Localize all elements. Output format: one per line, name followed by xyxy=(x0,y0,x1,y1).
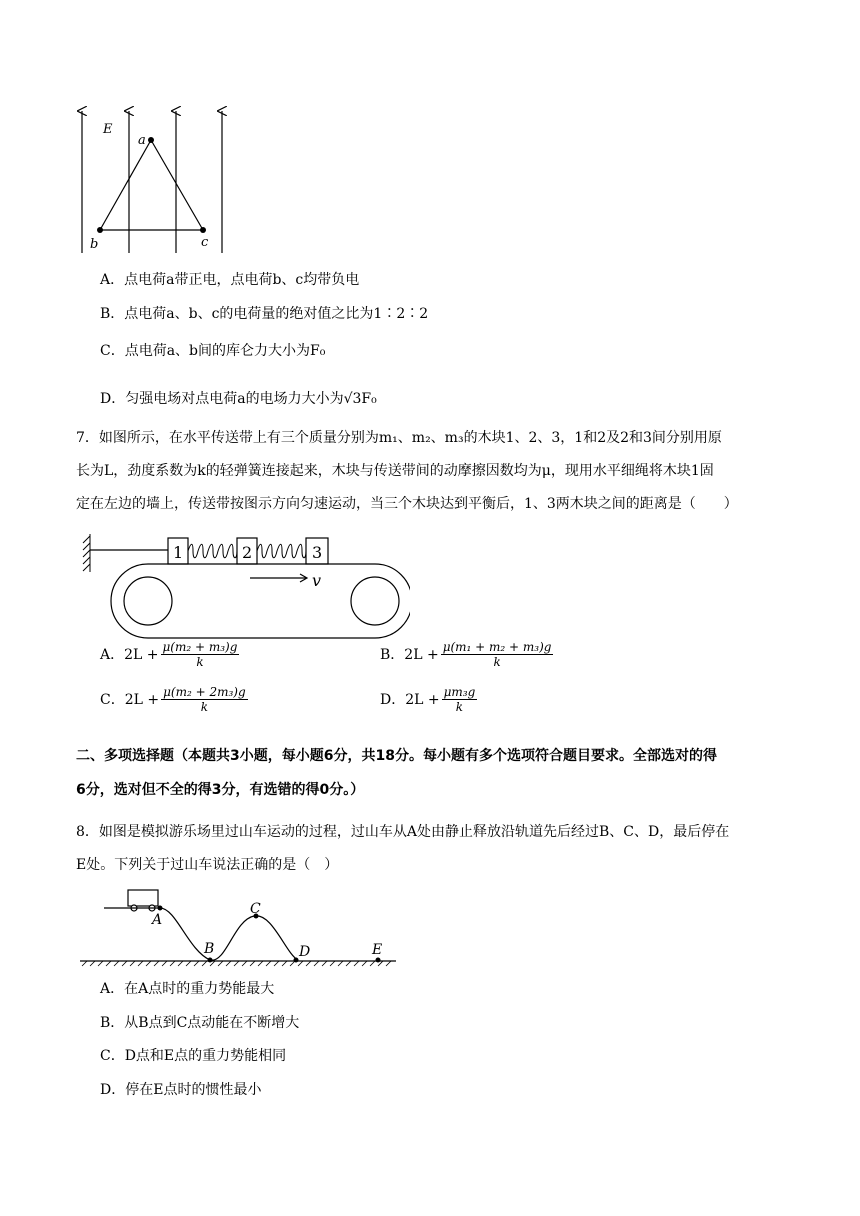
belt xyxy=(111,564,410,638)
q7-option-d-numerator: μm₃g xyxy=(443,685,476,699)
q7-option-d-fraction xyxy=(442,685,478,714)
q7-option-a-fraction xyxy=(161,640,240,669)
q7-option-c xyxy=(100,685,248,714)
q7-option-d xyxy=(380,685,477,714)
q7-option-c-numerator: μ(m₂ + 2m₃)g xyxy=(163,685,246,699)
q7-stem-line-3: 定在左边的墙上，传送带按图示方向匀速运动，当三个木块达到平衡后，1、3两木块之间的距离是（ ） xyxy=(76,496,738,512)
q7-stem-line-1: 7．如图所示，在水平传送带上有三个质量分别为m₁、m₂、m₃的木块1、2、3，1和2及2和3间分别用原 xyxy=(76,430,722,446)
q7-option-a-prefix: A．2L + xyxy=(100,646,159,663)
q7-option-b-fraction xyxy=(441,640,554,669)
q7-option-d-prefix: D．2L + xyxy=(380,691,440,708)
section-2-heading-line-2: 6分，选对但不全的得3分，有选错的得0分。） xyxy=(76,782,365,798)
field-label-e: E xyxy=(103,122,113,137)
q7-option-a-denominator: k xyxy=(196,655,204,669)
point-c-label: C xyxy=(250,901,261,917)
field-triangle-figure xyxy=(70,105,240,255)
q8-option-b: B．从B点到C点动能在不断增大 xyxy=(100,1015,300,1031)
q7-option-c-prefix: C．2L + xyxy=(100,691,160,708)
track xyxy=(104,908,298,960)
wall xyxy=(83,534,90,572)
point-e-label: E xyxy=(372,942,383,958)
q7-option-d-denominator: k xyxy=(455,700,464,714)
q8-stem-line-1: 8．如图是模拟游乐场里过山车运动的过程，过山车从A处由静止释放沿轨道先后经过B、C、D，最后停在 xyxy=(76,824,730,840)
block-2-label: 2 xyxy=(242,543,253,562)
block-3-label: 3 xyxy=(312,543,323,562)
charge-label-a: a xyxy=(138,133,146,148)
roller-coaster-figure xyxy=(76,880,406,970)
q6-option-a: A．点电荷a带正电，点电荷b、c均带负电 xyxy=(100,272,360,288)
q8-option-d: D．停在E点时的惯性最小 xyxy=(100,1082,262,1098)
q7-option-b-prefix: B．2L + xyxy=(380,646,439,663)
q7-option-c-denominator: k xyxy=(200,700,209,714)
block-1-label: 1 xyxy=(173,543,184,562)
charge-triangle xyxy=(100,140,203,230)
conveyor-figure xyxy=(80,530,410,642)
q7-option-c-fraction xyxy=(161,685,248,714)
q6-option-b: B．点电荷a、b、c的电荷量的绝对值之比为1∶2∶2 xyxy=(100,306,429,322)
point-b-label: B xyxy=(204,941,215,957)
q7-option-a xyxy=(100,640,239,669)
point-d-label: D xyxy=(299,944,311,960)
section-2-heading-line-1: 二、多项选择题（本题共3小题，每小题6分，共18分。每小题有多个选项符合题目要求。全部选对的得 xyxy=(76,748,717,764)
q8-option-c: C．D点和E点的重力势能相同 xyxy=(100,1048,287,1064)
point-a-label: A xyxy=(152,912,163,928)
q7-option-b-numerator: μ(m₁ + m₂ + m₃)g xyxy=(442,640,552,654)
charge-label-b: b xyxy=(90,237,99,252)
q8-option-a: A．在A点时的重力势能最大 xyxy=(100,981,275,997)
q6-option-c: C．点电荷a、b间的库仑力大小为F₀ xyxy=(100,343,326,359)
velocity-label: v xyxy=(312,571,322,590)
q7-stem-line-2: 长为L，劲度系数为k的轻弹簧连接起来，木块与传送带间的动摩擦因数均为μ，现用水平细绳将木块1固 xyxy=(76,463,714,479)
q7-option-a-numerator: μ(m₂ + m₃)g xyxy=(162,640,238,654)
q6-option-d: D．匀强电场对点电荷a的电场力大小为√3F₀ xyxy=(100,391,377,407)
q7-option-b xyxy=(380,640,553,669)
ground-hatch xyxy=(82,961,391,966)
q8-stem-line-2: E处。下列关于过山车说法正确的是（ ） xyxy=(76,857,339,873)
q7-option-b-denominator: k xyxy=(493,655,501,669)
charge-label-c: c xyxy=(201,235,209,250)
